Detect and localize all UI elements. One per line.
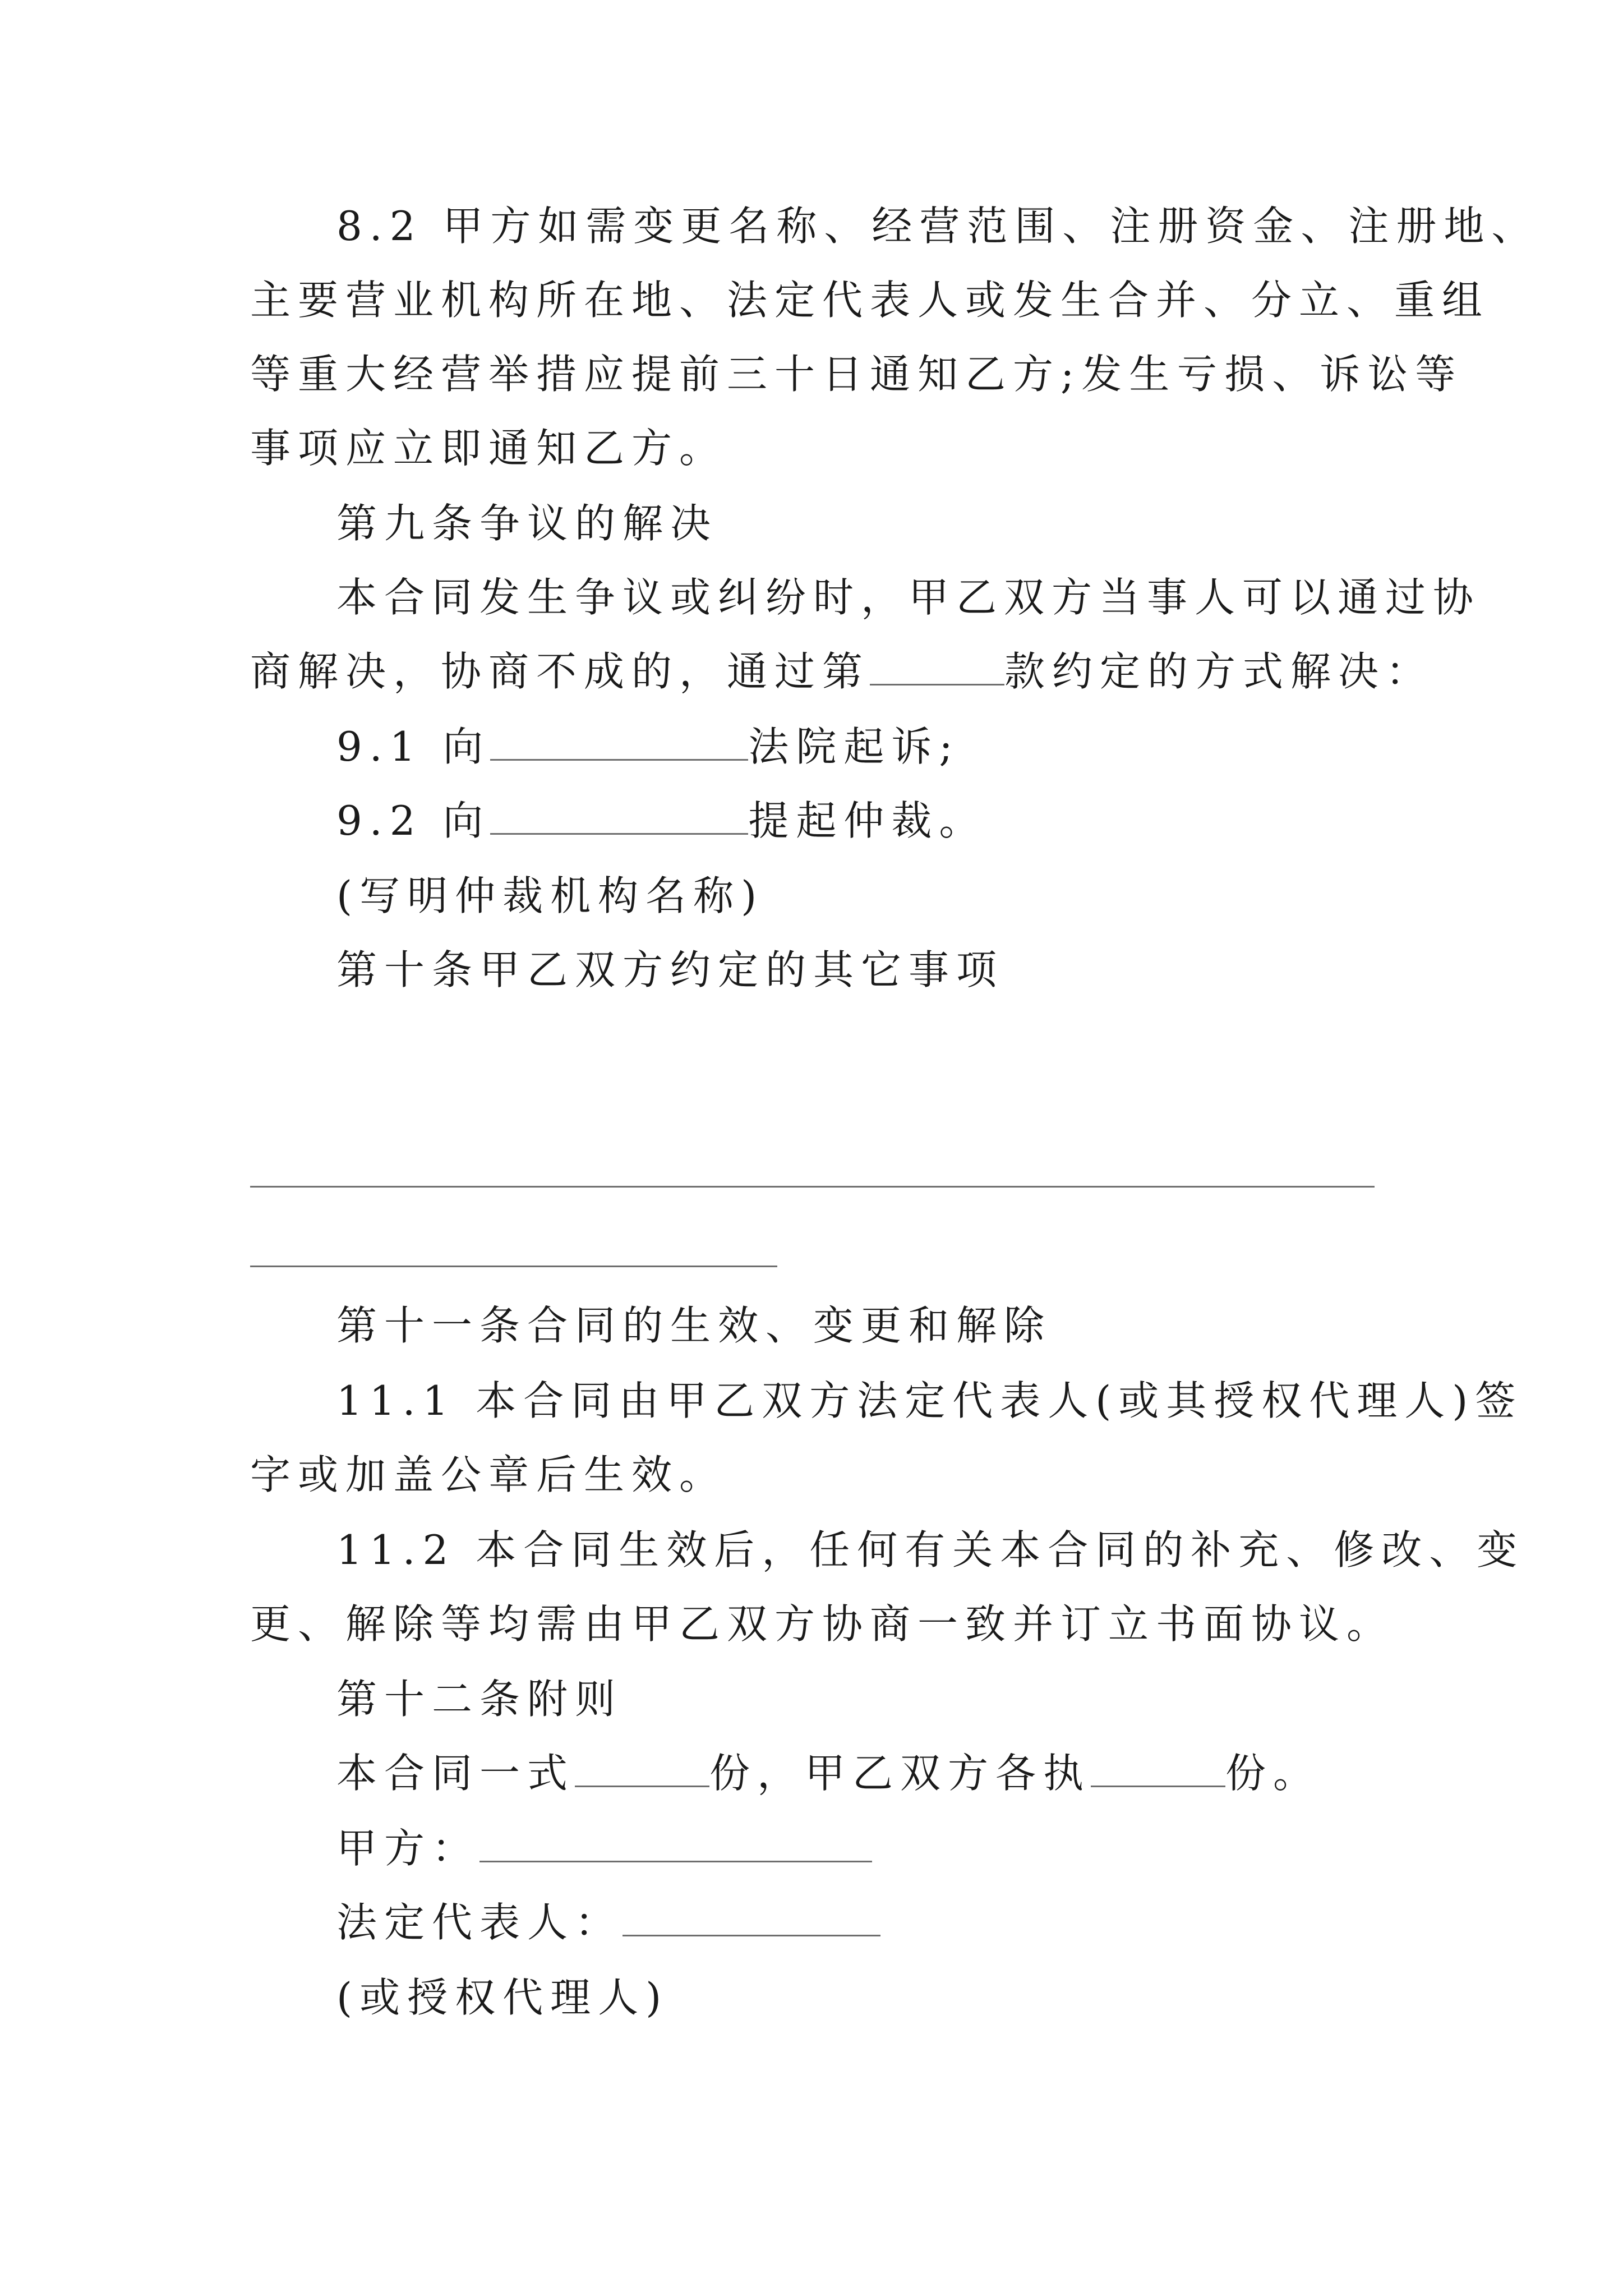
clause-8-2-line-3: 等重大经营举措应提前三十日通知乙方;发生亏损、诉讼等 <box>250 351 1463 398</box>
article-9-intro-after-blank: 款约定的方式解决： <box>1004 648 1434 695</box>
clause-11-2-line-1: 11.2 本合同生效后，任何有关本合同的补充、修改、变 <box>336 1526 1525 1573</box>
total-copies-blank[interactable] <box>575 1751 709 1787</box>
clause-8-2-line-1: 8.2 甲方如需变更名称、经营范围、注册资金、注册地、 <box>336 203 1539 250</box>
other-matters-blank-line-1[interactable] <box>250 1186 1375 1188</box>
legal-rep-blank[interactable] <box>623 1900 880 1936</box>
copies-after: 份。 <box>1225 1750 1321 1797</box>
article-11-title: 第十一条合同的生效、变更和解除 <box>336 1302 1052 1349</box>
authorized-agent-label: (或授权代理人) <box>336 1974 669 2021</box>
article-10-title: 第十条甲乙双方约定的其它事项 <box>336 946 1004 993</box>
arbitration-body-blank[interactable] <box>490 798 748 835</box>
copies-clause <box>336 1748 1321 1798</box>
copies-each-blank[interactable] <box>1091 1751 1225 1787</box>
clause-9-2-suffix: 提起仲裁。 <box>748 797 987 844</box>
court-name-blank[interactable] <box>490 724 748 761</box>
copies-middle: 份，甲乙双方各执 <box>709 1750 1091 1797</box>
article-9-title: 第九条争议的解决 <box>336 500 718 547</box>
clause-number-blank[interactable] <box>870 649 1004 685</box>
article-9-intro-line-2 <box>250 646 1433 697</box>
party-a-label: 甲方： <box>336 1825 480 1872</box>
legal-rep-label: 法定代表人： <box>336 1899 623 1946</box>
article-9-intro-before-blank: 商解决，协商不成的，通过第 <box>250 648 870 695</box>
other-matters-blank-line-2[interactable] <box>250 1266 777 1267</box>
article-12-title: 第十二条附则 <box>336 1676 623 1723</box>
clause-11-1-line-1: 11.1 本合同由甲乙双方法定代表人(或其授权代理人)签 <box>336 1377 1523 1424</box>
article-9-intro-line-1: 本合同发生争议或纠纷时，甲乙双方当事人可以通过协 <box>336 574 1481 621</box>
clause-11-1-line-2: 字或加盖公章后生效。 <box>250 1451 727 1498</box>
clause-11-2-line-2: 更、解除等均需由甲乙双方协商一致并订立书面协议。 <box>250 1600 1395 1648</box>
clause-9-1-suffix: 法院起诉; <box>748 723 960 770</box>
clause-8-2-line-4: 事项应立即通知乙方。 <box>250 425 727 472</box>
clause-9-2-prefix: 9.2 向 <box>336 797 491 844</box>
copies-before: 本合同一式 <box>336 1750 575 1797</box>
party-a-row <box>336 1823 872 1874</box>
arbitration-note: (写明仲裁机构名称) <box>336 872 764 919</box>
party-a-blank[interactable] <box>479 1826 872 1862</box>
legal-rep-row <box>336 1897 880 1948</box>
clause-9-1-prefix: 9.1 向 <box>336 723 491 770</box>
clause-9-2 <box>336 795 986 846</box>
clause-9-1 <box>336 721 960 772</box>
clause-8-2-line-2: 主要营业机构所在地、法定代表人或发生合并、分立、重组 <box>250 277 1490 324</box>
